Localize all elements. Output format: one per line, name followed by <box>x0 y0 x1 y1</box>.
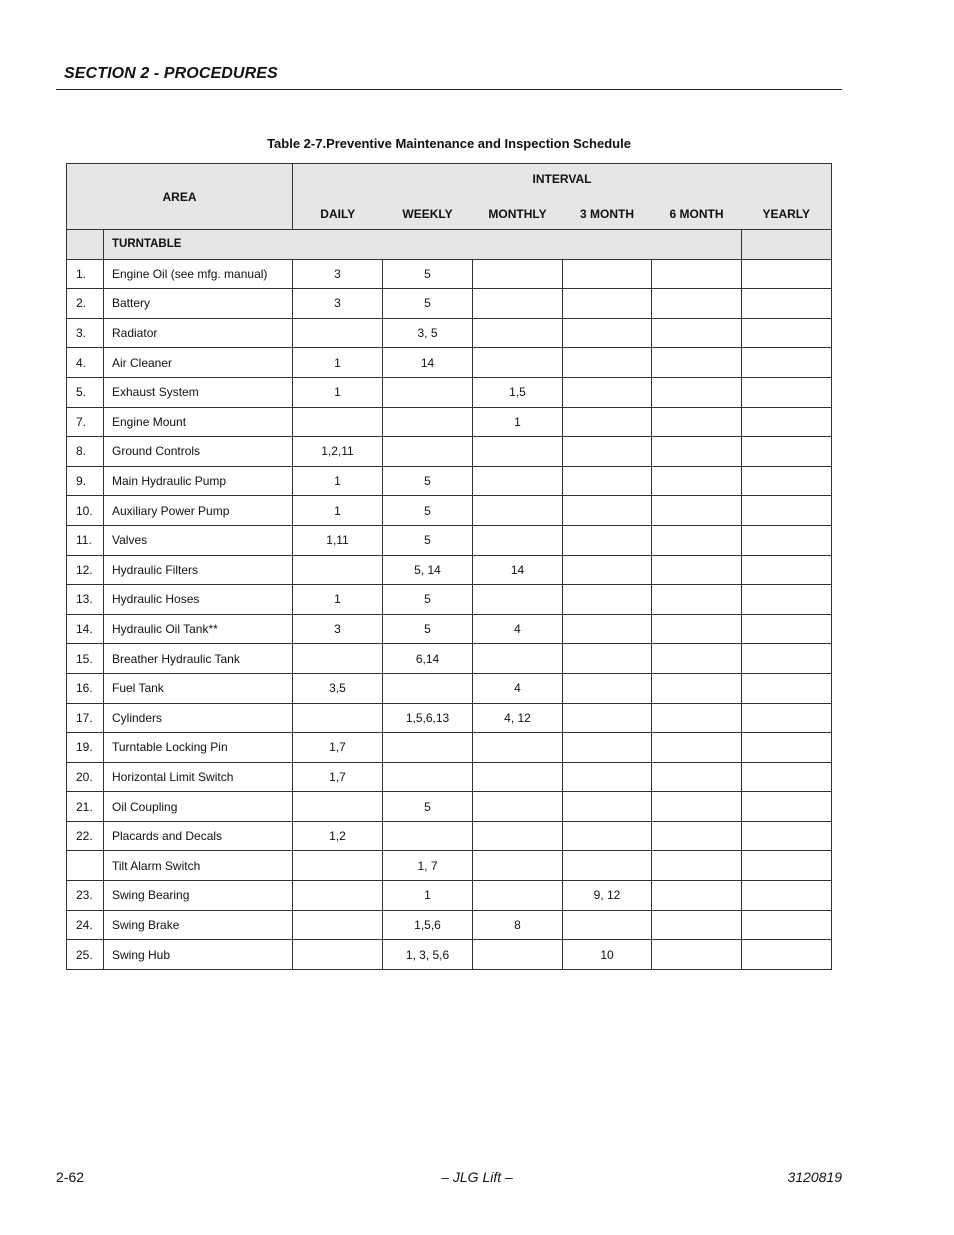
cell-6-month <box>652 821 742 851</box>
document-number: 3120819 <box>787 1169 842 1185</box>
table-row <box>67 289 832 319</box>
footer-publisher: – JLG Lift – <box>441 1169 513 1185</box>
cell-6-month <box>652 881 742 911</box>
row-number: 23. <box>67 881 104 911</box>
cell-weekly <box>383 377 473 407</box>
table-caption: Table 2-7.Preventive Maintenance and Inspection Schedule <box>267 136 631 151</box>
row-number: 11. <box>67 525 104 555</box>
cell-weekly: 1 <box>383 881 473 911</box>
cell-6-month <box>652 525 742 555</box>
cell-3-month <box>563 555 652 585</box>
cell-monthly <box>473 496 563 526</box>
interval-header: INTERVAL <box>293 164 832 200</box>
cell-weekly: 5 <box>383 525 473 555</box>
cell-3-month <box>563 496 652 526</box>
row-area-name: Swing Bearing <box>104 881 293 911</box>
row-area-name: Fuel Tank <box>104 673 293 703</box>
cell-daily: 1,7 <box>293 733 383 763</box>
row-number: 5. <box>67 377 104 407</box>
cell-monthly <box>473 259 563 289</box>
table-row <box>67 762 832 792</box>
table-row <box>67 792 832 822</box>
row-number: 16. <box>67 673 104 703</box>
cell-daily: 3 <box>293 259 383 289</box>
cell-3-month <box>563 644 652 674</box>
cell-daily: 3 <box>293 289 383 319</box>
row-area-name: Horizontal Limit Switch <box>104 762 293 792</box>
cell-weekly: 5 <box>383 259 473 289</box>
table-row <box>67 733 832 763</box>
cell-monthly: 4 <box>473 673 563 703</box>
cell-monthly <box>473 466 563 496</box>
row-area-name: Swing Hub <box>104 940 293 970</box>
cell-yearly <box>742 940 832 970</box>
cell-weekly: 14 <box>383 348 473 378</box>
cell-6-month <box>652 377 742 407</box>
row-number: 15. <box>67 644 104 674</box>
area-header: AREA <box>67 164 293 230</box>
cell-6-month <box>652 703 742 733</box>
row-area-name: Hydraulic Oil Tank** <box>104 614 293 644</box>
cell-daily: 1,2 <box>293 821 383 851</box>
cell-weekly: 5 <box>383 614 473 644</box>
row-area-name: Turntable Locking Pin <box>104 733 293 763</box>
row-area-name: Exhaust System <box>104 377 293 407</box>
cell-6-month <box>652 348 742 378</box>
table-row <box>67 259 832 289</box>
cell-3-month <box>563 585 652 615</box>
row-area-name: Ground Controls <box>104 437 293 467</box>
table-row <box>67 348 832 378</box>
cell-monthly <box>473 792 563 822</box>
cell-3-month <box>563 910 652 940</box>
cell-3-month <box>563 792 652 822</box>
row-number: 9. <box>67 466 104 496</box>
row-number: 25. <box>67 940 104 970</box>
cell-daily: 1 <box>293 585 383 615</box>
cell-yearly <box>742 733 832 763</box>
cell-weekly: 1, 3, 5,6 <box>383 940 473 970</box>
cell-daily: 1,2,11 <box>293 437 383 467</box>
group-row <box>67 230 832 260</box>
row-area-name: Valves <box>104 525 293 555</box>
cell-weekly: 5, 14 <box>383 555 473 585</box>
cell-yearly <box>742 881 832 911</box>
row-number: 13. <box>67 585 104 615</box>
cell-daily: 1 <box>293 496 383 526</box>
cell-3-month <box>563 673 652 703</box>
cell-3-month: 10 <box>563 940 652 970</box>
cell-monthly: 1,5 <box>473 377 563 407</box>
cell-3-month <box>563 525 652 555</box>
cell-yearly <box>742 318 832 348</box>
cell-6-month <box>652 585 742 615</box>
row-number: 7. <box>67 407 104 437</box>
table-row <box>67 851 832 881</box>
cell-yearly <box>742 821 832 851</box>
column-header-3-month: 3 MONTH <box>563 199 652 230</box>
cell-6-month <box>652 318 742 348</box>
cell-monthly <box>473 733 563 763</box>
column-header-monthly: MONTHLY <box>473 199 563 230</box>
table-row <box>67 407 832 437</box>
row-area-name: Engine Oil (see mfg. manual) <box>104 259 293 289</box>
table-row <box>67 703 832 733</box>
cell-6-month <box>652 555 742 585</box>
cell-yearly <box>742 437 832 467</box>
cell-yearly <box>742 673 832 703</box>
row-area-name: Hydraulic Filters <box>104 555 293 585</box>
cell-weekly: 5 <box>383 289 473 319</box>
cell-daily <box>293 318 383 348</box>
table-header-row <box>67 164 832 200</box>
cell-daily <box>293 851 383 881</box>
cell-yearly <box>742 525 832 555</box>
cell-yearly <box>742 910 832 940</box>
row-area-name: Swing Brake <box>104 910 293 940</box>
cell-3-month <box>563 259 652 289</box>
row-number <box>67 851 104 881</box>
cell-weekly <box>383 733 473 763</box>
cell-monthly: 8 <box>473 910 563 940</box>
column-header-6-month: 6 MONTH <box>652 199 742 230</box>
row-area-name: Air Cleaner <box>104 348 293 378</box>
row-area-name: Radiator <box>104 318 293 348</box>
cell-6-month <box>652 940 742 970</box>
row-number: 8. <box>67 437 104 467</box>
cell-monthly <box>473 437 563 467</box>
cell-daily <box>293 910 383 940</box>
cell-weekly <box>383 821 473 851</box>
cell-daily <box>293 644 383 674</box>
row-number: 24. <box>67 910 104 940</box>
cell-3-month <box>563 733 652 763</box>
row-number: 17. <box>67 703 104 733</box>
cell-weekly: 1, 7 <box>383 851 473 881</box>
cell-3-month <box>563 851 652 881</box>
cell-weekly: 5 <box>383 585 473 615</box>
table-row <box>67 673 832 703</box>
row-area-name: Engine Mount <box>104 407 293 437</box>
cell-daily: 1,7 <box>293 762 383 792</box>
row-area-name: Placards and Decals <box>104 821 293 851</box>
row-number: 4. <box>67 348 104 378</box>
cell-yearly <box>742 496 832 526</box>
cell-monthly <box>473 289 563 319</box>
cell-yearly <box>742 377 832 407</box>
row-area-name: Tilt Alarm Switch <box>104 851 293 881</box>
cell-6-month <box>652 466 742 496</box>
cell-daily: 1 <box>293 466 383 496</box>
cell-weekly: 1,5,6 <box>383 910 473 940</box>
cell-daily: 3,5 <box>293 673 383 703</box>
table-row <box>67 437 832 467</box>
cell-weekly: 1,5,6,13 <box>383 703 473 733</box>
cell-daily: 1 <box>293 377 383 407</box>
cell-3-month <box>563 821 652 851</box>
cell-monthly: 14 <box>473 555 563 585</box>
cell-3-month <box>563 437 652 467</box>
cell-weekly: 5 <box>383 792 473 822</box>
cell-daily: 1 <box>293 348 383 378</box>
table-row <box>67 940 832 970</box>
column-header-daily: DAILY <box>293 199 383 230</box>
cell-daily: 1,11 <box>293 525 383 555</box>
cell-3-month <box>563 377 652 407</box>
table-row <box>67 614 832 644</box>
table-row <box>67 644 832 674</box>
cell-daily <box>293 792 383 822</box>
table-row <box>67 910 832 940</box>
cell-weekly <box>383 762 473 792</box>
row-number: 14. <box>67 614 104 644</box>
row-area-name: Main Hydraulic Pump <box>104 466 293 496</box>
cell-3-month <box>563 407 652 437</box>
group-label: TURNTABLE <box>104 230 742 260</box>
cell-yearly <box>742 585 832 615</box>
cell-daily <box>293 881 383 911</box>
cell-3-month <box>563 614 652 644</box>
cell-6-month <box>652 644 742 674</box>
row-area-name: Hydraulic Hoses <box>104 585 293 615</box>
column-header-weekly: WEEKLY <box>383 199 473 230</box>
cell-monthly: 1 <box>473 407 563 437</box>
cell-monthly <box>473 318 563 348</box>
row-area-name: Cylinders <box>104 703 293 733</box>
table-row <box>67 555 832 585</box>
cell-3-month <box>563 348 652 378</box>
cell-yearly <box>742 703 832 733</box>
cell-monthly <box>473 348 563 378</box>
cell-daily <box>293 703 383 733</box>
cell-monthly <box>473 762 563 792</box>
cell-6-month <box>652 289 742 319</box>
cell-yearly <box>742 644 832 674</box>
cell-yearly <box>742 614 832 644</box>
cell-weekly <box>383 407 473 437</box>
row-number: 3. <box>67 318 104 348</box>
cell-yearly <box>742 259 832 289</box>
cell-yearly <box>742 555 832 585</box>
section-divider <box>56 89 842 90</box>
table-row <box>67 525 832 555</box>
cell-daily <box>293 555 383 585</box>
row-number: 20. <box>67 762 104 792</box>
row-number: 12. <box>67 555 104 585</box>
cell-6-month <box>652 407 742 437</box>
cell-3-month <box>563 289 652 319</box>
cell-daily: 3 <box>293 614 383 644</box>
cell-yearly <box>742 762 832 792</box>
cell-3-month <box>563 466 652 496</box>
cell-6-month <box>652 259 742 289</box>
cell-yearly <box>742 289 832 319</box>
cell-6-month <box>652 733 742 763</box>
maintenance-schedule-table <box>66 163 832 970</box>
cell-yearly <box>742 851 832 881</box>
section-title: SECTION 2 - PROCEDURES <box>64 65 278 82</box>
row-area-name: Breather Hydraulic Tank <box>104 644 293 674</box>
cell-monthly <box>473 525 563 555</box>
table-row <box>67 318 832 348</box>
group-spacer <box>67 230 104 260</box>
cell-daily <box>293 407 383 437</box>
cell-3-month <box>563 318 652 348</box>
table-row <box>67 881 832 911</box>
cell-6-month <box>652 910 742 940</box>
row-number: 10. <box>67 496 104 526</box>
cell-3-month <box>563 762 652 792</box>
cell-monthly: 4 <box>473 614 563 644</box>
table-row <box>67 585 832 615</box>
cell-weekly: 5 <box>383 496 473 526</box>
cell-6-month <box>652 792 742 822</box>
cell-3-month: 9, 12 <box>563 881 652 911</box>
cell-weekly: 5 <box>383 466 473 496</box>
cell-monthly <box>473 585 563 615</box>
cell-weekly <box>383 673 473 703</box>
cell-6-month <box>652 762 742 792</box>
cell-monthly <box>473 940 563 970</box>
cell-3-month <box>563 703 652 733</box>
cell-yearly <box>742 348 832 378</box>
cell-weekly: 3, 5 <box>383 318 473 348</box>
cell-monthly <box>473 821 563 851</box>
row-area-name: Battery <box>104 289 293 319</box>
row-number: 1. <box>67 259 104 289</box>
group-end-cell <box>742 230 832 260</box>
row-area-name: Oil Coupling <box>104 792 293 822</box>
cell-6-month <box>652 437 742 467</box>
cell-monthly: 4, 12 <box>473 703 563 733</box>
row-number: 19. <box>67 733 104 763</box>
cell-6-month <box>652 496 742 526</box>
cell-6-month <box>652 614 742 644</box>
cell-6-month <box>652 851 742 881</box>
cell-monthly <box>473 851 563 881</box>
table-row <box>67 466 832 496</box>
column-header-yearly: YEARLY <box>742 199 832 230</box>
cell-weekly <box>383 437 473 467</box>
cell-monthly <box>473 881 563 911</box>
cell-weekly: 6,14 <box>383 644 473 674</box>
page-number: 2-62 <box>56 1169 85 1185</box>
table-row <box>67 377 832 407</box>
row-number: 22. <box>67 821 104 851</box>
table-row <box>67 821 832 851</box>
table-row <box>67 496 832 526</box>
cell-6-month <box>652 673 742 703</box>
row-number: 2. <box>67 289 104 319</box>
row-area-name: Auxiliary Power Pump <box>104 496 293 526</box>
cell-yearly <box>742 407 832 437</box>
row-number: 21. <box>67 792 104 822</box>
cell-yearly <box>742 466 832 496</box>
cell-yearly <box>742 792 832 822</box>
cell-monthly <box>473 644 563 674</box>
cell-daily <box>293 940 383 970</box>
